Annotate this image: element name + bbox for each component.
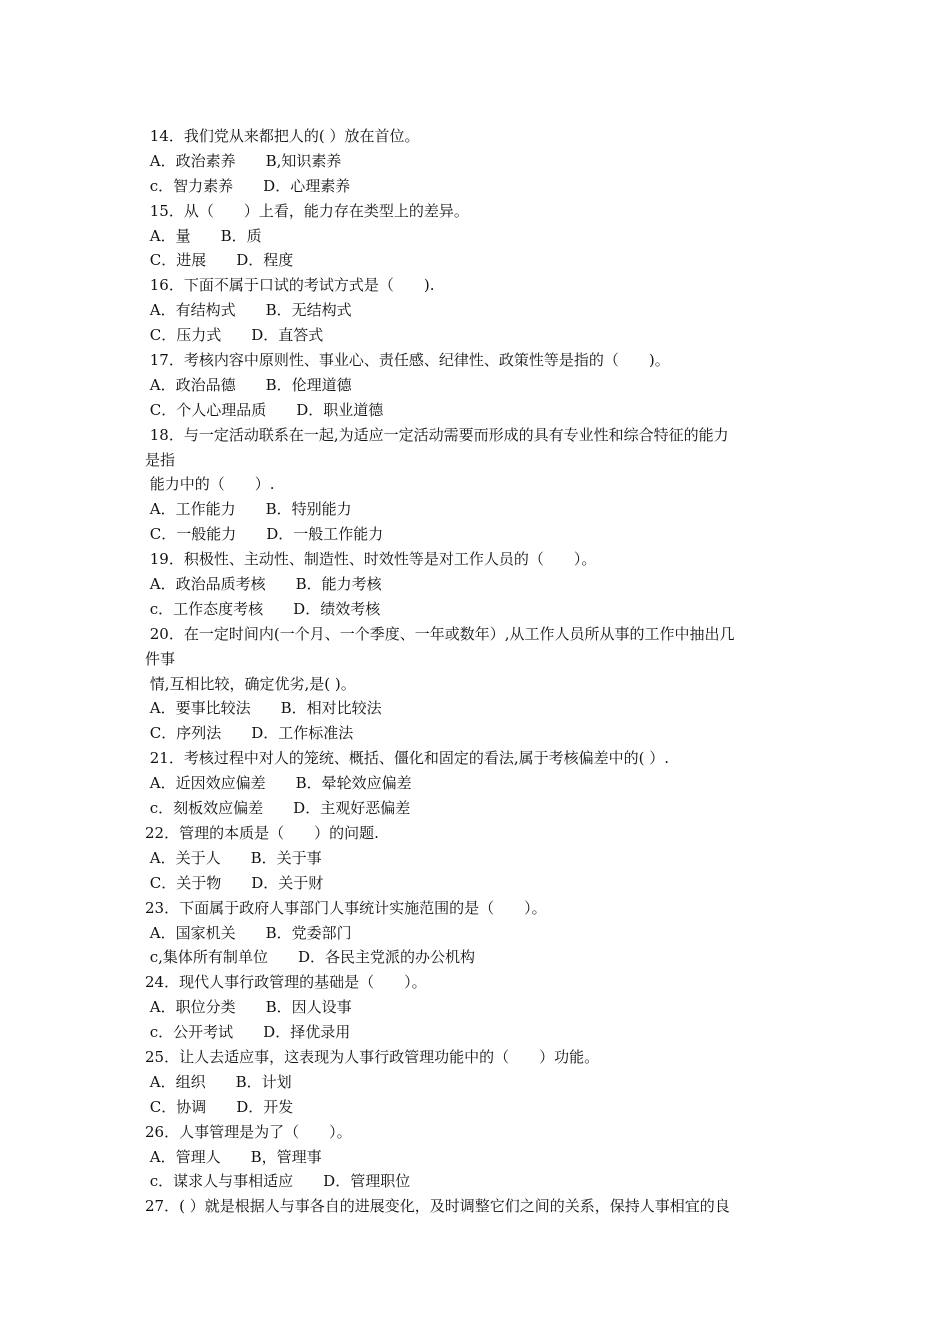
question-21: 21．考核过程中对人的笼统、概括、僵化和固定的看法,属于考核偏差中的( ）. bbox=[145, 749, 670, 768]
question-21-options-ab: A．近因效应偏差 B．晕轮效应偏差 bbox=[145, 774, 412, 793]
question-20-wrap: 件事 bbox=[145, 649, 176, 668]
question-19: 19．积极性、主动性、制造性、时效性等是对工作人员的（ ）。 bbox=[145, 550, 597, 569]
question-20: 20．在一定时间内(一个月、一个季度、一年或数年）,从工作人员所从事的工作中抽出几 bbox=[145, 624, 735, 643]
question-16-options-ab: A．有结构式 B．无结构式 bbox=[145, 301, 352, 320]
question-27: 27．( ）就是根据人与事各自的进展变化，及时调整它们之间的关系，保持人事相宜的良 bbox=[145, 1197, 730, 1216]
question-14: 14．我们党从来都把人的( ）放在首位。 bbox=[145, 127, 420, 145]
question-22-options-ab: A．关于人 B．关于事 bbox=[145, 848, 322, 867]
question-25-options-cd: C．协调 D．开发 bbox=[145, 1097, 294, 1116]
question-15-options-ab: A．量 B．质 bbox=[145, 226, 262, 245]
question-19-options-ab: A．政治品质考核 B．能力考核 bbox=[145, 575, 382, 594]
question-26-options-ab: A．管理人 B，管理事 bbox=[145, 1147, 322, 1166]
document-body bbox=[145, 124, 815, 1219]
question-16: 16．下面不属于口试的考试方式是（ ). bbox=[145, 276, 435, 295]
question-23: 23．下面属于政府人事部门人事统计实施范围的是（ ）。 bbox=[145, 898, 547, 917]
question-19-options-cd: c．工作态度考核 D．绩效考核 bbox=[145, 599, 381, 618]
question-17: 17．考核内容中原则性、事业心、责任感、纪律性、政策性等是指的（ )。 bbox=[145, 351, 670, 370]
question-20-continued: 情,互相比较，确定优劣,是( )。 bbox=[145, 674, 356, 693]
question-18-wrap: 是指 bbox=[145, 450, 176, 469]
question-20-options-cd: C．序列法 D．工作标准法 bbox=[145, 724, 354, 743]
question-24: 24．现代人事行政管理的基础是（ ）。 bbox=[145, 973, 427, 992]
question-21-options-cd: c．刻板效应偏差 D．主观好恶偏差 bbox=[145, 799, 411, 818]
question-23-options-ab: A．国家机关 B．党委部门 bbox=[145, 923, 352, 942]
question-14-options-cd: c．智力素养 D．心理素养 bbox=[145, 176, 351, 195]
question-15: 15．从（ ）上看，能力存在类型上的差异。 bbox=[145, 201, 469, 220]
question-22: 22．管理的本质是（ ）的问题. bbox=[145, 823, 379, 842]
question-20-options-ab: A．要事比较法 B．相对比较法 bbox=[145, 699, 382, 718]
question-26-options-cd: c．谋求人与事相适应 D．管理职位 bbox=[145, 1172, 411, 1191]
question-15-options-cd: C．进展 D．程度 bbox=[145, 251, 294, 270]
question-22-options-cd: C．关于物 D．关于财 bbox=[145, 873, 324, 892]
question-18-options-ab: A．工作能力 B．特别能力 bbox=[145, 500, 352, 519]
question-24-options-cd: c．公开考试 D．择优录用 bbox=[145, 1023, 351, 1042]
question-24-options-ab: A．职位分类 B．因人设事 bbox=[145, 998, 352, 1017]
question-17-options-cd: C．个人心理品质 D．职业道德 bbox=[145, 400, 384, 419]
question-25-options-ab: A．组织 B．计划 bbox=[145, 1072, 292, 1091]
question-17-options-ab: A．政治品德 B．伦理道德 bbox=[145, 375, 352, 394]
question-18-continued: 能力中的（ ）. bbox=[145, 475, 275, 494]
question-26: 26．人事管理是为了（ ）。 bbox=[145, 1122, 352, 1141]
question-23-options-cd: c,集体所有制单位 D．各民主党派的办公机构 bbox=[145, 948, 475, 967]
question-16-options-cd: C．压力式 D．直答式 bbox=[145, 326, 324, 345]
question-14-options-ab: A．政治素养 B,知识素养 bbox=[145, 151, 342, 170]
question-25: 25．让人去适应事，这表现为人事行政管理功能中的（ ）功能。 bbox=[145, 1047, 600, 1066]
question-18-options-cd: C．一般能力 D．一般工作能力 bbox=[145, 525, 384, 544]
question-18: 18．与一定活动联系在一起,为适应一定活动需要而形成的具有专业性和综合特征的能力 bbox=[145, 425, 729, 444]
